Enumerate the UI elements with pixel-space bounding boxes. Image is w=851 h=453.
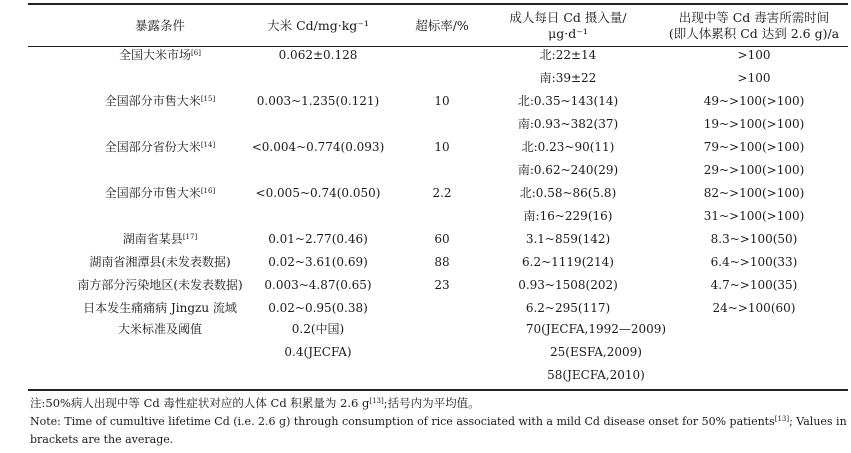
cell-daily-intake: 0.93~1508(202) — [518, 278, 618, 292]
cell-daily-intake: 北:0.58~86(5.8) — [519, 186, 617, 200]
cell-time: 82~>100(>100) — [703, 186, 805, 200]
cell-standard-cd: 0.4(JECFA) — [284, 345, 352, 359]
cell-time: 8.3~>100(50) — [710, 232, 798, 246]
cell-condition: 全国部分省份大米[14] — [104, 140, 216, 154]
cell-exceed-rate: 23 — [434, 278, 450, 292]
cell-rice-cd: 0.062±0.128 — [278, 48, 358, 62]
cell-daily-intake: 南:0.62~240(29) — [517, 163, 619, 177]
note-english: Note: Time of cumultive lifetime Cd (i.e. 2.6 g) through consumption of rice associated with a mild Cd disease onset for 50% patients[13]; Values in brackets are the average. — [30, 415, 847, 446]
cell-exceed-rate — [410, 44, 474, 67]
cell-standard-cd: 0.2(中国) — [291, 322, 345, 336]
cell-condition: 湖南省湘潭县(未发表数据) — [89, 255, 231, 269]
header-time-to-toxicity: 出现中等 Cd 毒害所需时间 (即人体累积 Cd 达到 2.6 g)/a — [668, 10, 840, 41]
cell-daily-intake: 6.2~295(117) — [525, 301, 611, 315]
cell-time: 49~>100(>100) — [703, 94, 805, 108]
cell-rice-cd: <0.004~0.774(0.093) — [251, 140, 385, 154]
cell-time: 4.7~>100(35) — [710, 278, 798, 292]
cell-rice-cd: 0.01~2.77(0.46) — [268, 232, 368, 246]
note-chinese: 注:50%病人出现中等 Cd 毒性症状对应的人体 Cd 积累量为 2.6 g[13];括号内为平均值。 — [30, 396, 480, 410]
cell-condition: 南方部分污染地区(未发表数据) — [77, 278, 243, 292]
cell-time: >100 — [737, 71, 771, 85]
cell-time: 24~>100(60) — [712, 301, 796, 315]
header-daily-intake: 成人每日 Cd 摄入量/ μg·d⁻¹ — [509, 10, 627, 41]
cell-daily-intake: 6.2~1119(214) — [522, 255, 614, 269]
cell-condition: 湖南省某县[17] — [122, 232, 198, 246]
cell-daily-intake: 南:0.93~382(37) — [517, 117, 619, 131]
cell-exceed-rate: 2.2 — [432, 186, 452, 200]
header-exposure-condition: 暴露条件 — [134, 18, 185, 33]
cell-exceed-rate: 88 — [434, 255, 450, 269]
cell-daily-intake: 北:0.35~143(14) — [517, 94, 619, 108]
cell-rice-cd: 0.003~1.235(0.121) — [256, 94, 380, 108]
cell-exceed-rate: 60 — [434, 232, 450, 246]
cell-time: 79~>100(>100) — [703, 140, 805, 154]
cell-exceed-rate: 10 — [434, 94, 450, 108]
cell-daily-intake: 南:39±22 — [539, 71, 597, 85]
cell-time: 31~>100(>100) — [703, 209, 805, 223]
cell-daily-intake: 南:16~229(16) — [523, 209, 613, 223]
cell-rice-cd: 0.02~3.61(0.69) — [268, 255, 368, 269]
cell-standard-intake: 70(JECFA,1992—2009) — [525, 322, 667, 336]
table-bottom-rule — [28, 389, 848, 391]
cell-daily-intake: 北:22±14 — [539, 48, 597, 62]
cell-standards-label: 大米标准及阈值 — [117, 322, 202, 336]
cell-daily-intake: 3.1~859(142) — [525, 232, 611, 246]
header-exceed-rate: 超标率/% — [415, 18, 469, 33]
cell-condition: 全国部分市售大米[15] — [104, 94, 216, 108]
table-top-rule — [28, 3, 848, 5]
cell-condition: 全国部分市售大米[16] — [104, 186, 216, 200]
cell-rice-cd: 0.02~0.95(0.38) — [268, 301, 368, 315]
cell-time: 29~>100(>100) — [703, 163, 805, 177]
cell-time: >100 — [737, 48, 771, 62]
cell-rice-cd: <0.005~0.74(0.050) — [255, 186, 381, 200]
cell-condition: 全国大米市场[6] — [119, 48, 201, 62]
cell-daily-intake: 北:0.23~90(11) — [521, 140, 615, 154]
cell-standard-intake: 25(ESFA,2009) — [550, 345, 642, 359]
cell-condition: 日本发生痛痛病 Jingzu 流域 — [83, 301, 237, 315]
cell-rice-cd: 0.003~4.87(0.65) — [264, 278, 372, 292]
header-rice-cd: 大米 Cd/mg·kg⁻¹ — [267, 18, 369, 33]
cell-exceed-rate — [410, 297, 474, 320]
cell-standard-intake: 58(JECFA,2010) — [547, 368, 645, 382]
cell-time: 19~>100(>100) — [703, 117, 805, 131]
cell-exceed-rate: 10 — [434, 140, 450, 154]
cell-time: 6.4~>100(33) — [710, 255, 798, 269]
